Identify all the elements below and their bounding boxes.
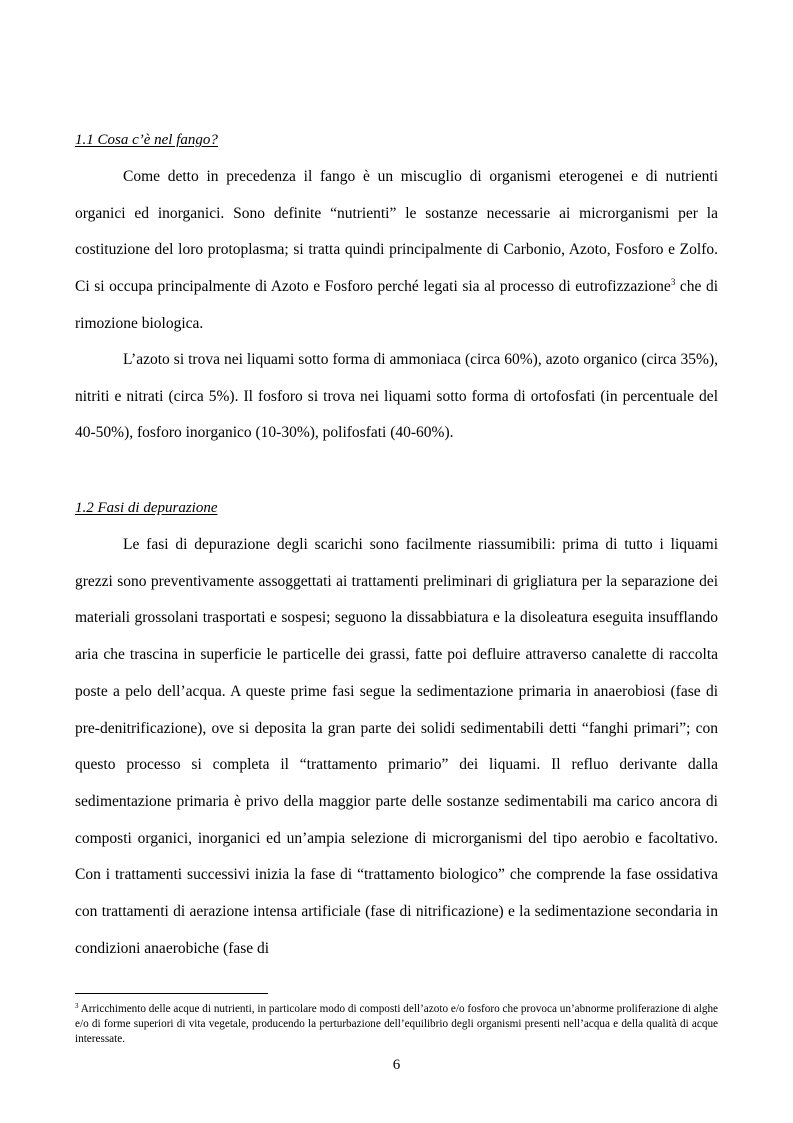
- paragraph-text: che di rimozione biologica.: [75, 278, 718, 332]
- paragraph-fango-composizione: [75, 159, 718, 343]
- paragraph-azoto-fosforo: L’azoto si trova nei liquami sotto forma di ammoniaca (circa 60%), azoto organico (circa 35%), nitriti e nitrati (circa 5%). Il fosforo si trova nei liquami sotto forma di ortofosfati (in percentuale del 40-50%), fosforo inorganico (10-30%), polifosfati (40-60%).: [75, 351, 718, 442]
- footnote-text: Arricchimento delle acque di nutrienti, in particolare modo di composti dell’azoto e/o fosforo che provoca un’abnorme proliferazione di alghe e/o di forme superiori di vita vegetale, producendo la perturbazione dell’equilibrio degli organismi presenti nell’acqua e della qualità di acque interessate.: [75, 1003, 718, 1046]
- paragraph-fasi-depurazione: Le fasi di depurazione degli scarichi sono facilmente riassumibili: prima di tutto i liquami grezzi sono preventivamente assoggettati ai trattamenti preliminari di grigliatura per la separazione dei materiali grossolani trasportati e sospesi; seguono la dissabbiatura e la disoleatura eseguita insufflando aria che trascina in superficie le particelle dei grassi, fatte poi defluire attraverso canalette di raccolta poste a pelo dell’acqua. A queste prime fasi segue la sedimentazione primaria in anaerobiosi (fase di pre-denitrificazione), ove si deposita la gran parte dei solidi sedimentabili detti “fanghi primari”; con questo processo si completa il “trattamento primario” dei liquami. Il refluo derivante dalla sedimentazione primaria è privo della maggior parte delle sostanze sedimentabili ma carico ancora di composti organici, inorganici ed un’ampia selezione di microrganismi del tipo aerobio e facoltativo. Con i trattamenti successivi inizia la fase di “trattamento biologico” che comprende la fase ossidativa con trattamenti di aerazione intensa artificiale (fase di nitrificazione) e la sedimentazione secondaria in condizioni anaerobiche (fase di: [75, 536, 718, 957]
- footnote-separator: [75, 993, 268, 994]
- section-heading-1-2: 1.2 Fasi di depurazione: [75, 500, 218, 516]
- footnote-mark: 3: [75, 1002, 79, 1010]
- page-number: 6: [392, 1057, 401, 1073]
- section-heading-1-1: 1.1 Cosa c’è nel fango?: [75, 132, 218, 148]
- paragraph-text: Come detto in precedenza il fango è un miscuglio di organismi eterogenei e di nutrienti organici ed inorganici. Sono definite “nutrienti” le sostanze necessarie ai microrganismi per la costituzione del loro protoplasma; si tratta quindi principalmente di Carbonio, Azoto, Fosforo e Zolfo. Ci si occupa principalmente di Azoto e Fosforo perché legati sia al processo di eutrofizzazione: [75, 168, 718, 296]
- footnote: [75, 1002, 718, 1048]
- footnote-reference[interactable]: 3: [670, 277, 676, 288]
